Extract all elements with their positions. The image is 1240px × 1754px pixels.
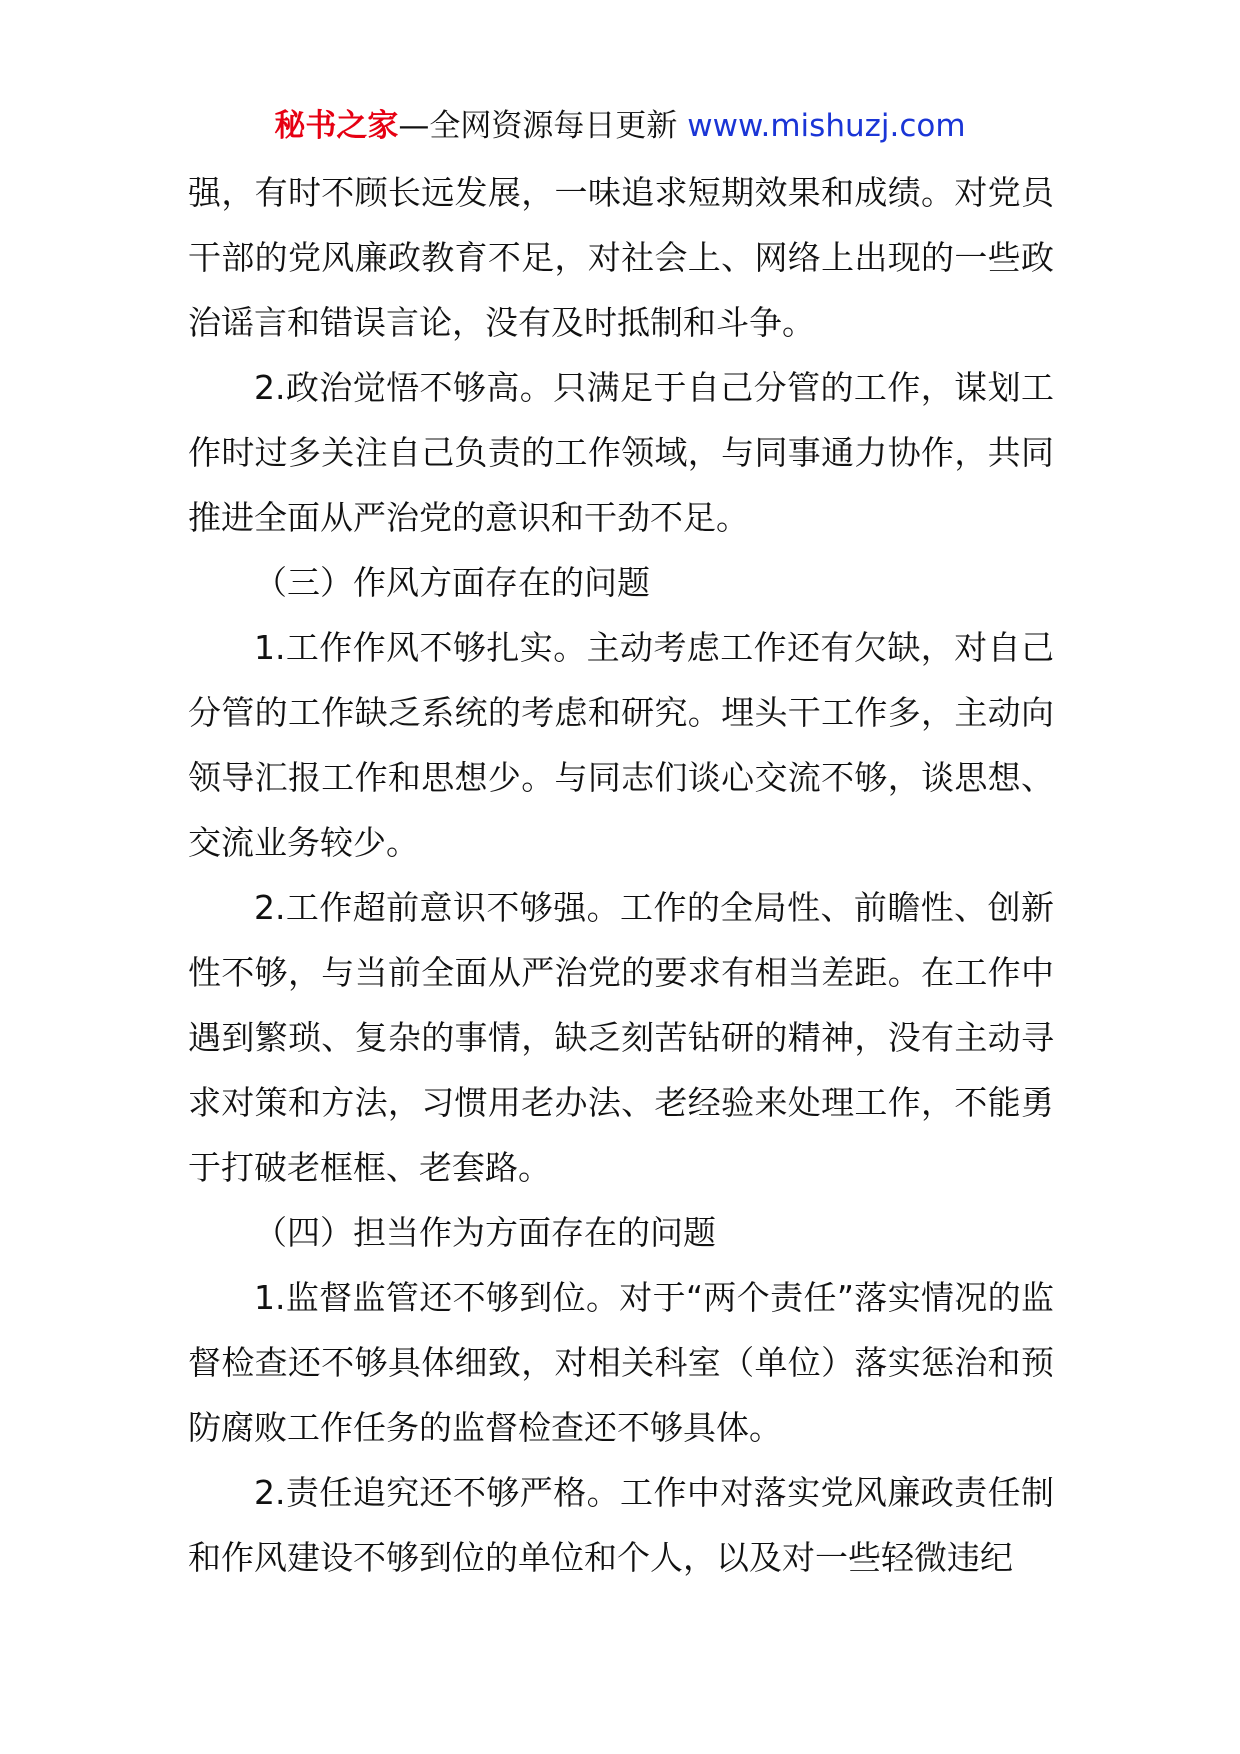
paragraph: 1.监督监管还不够到位。对于“两个责任”落实情况的监督检查还不够具体细致，对相关科室（单位）落实惩治和预防腐败工作任务的监督检查还不够具体。 xyxy=(188,1278,1054,1447)
section-heading: （三）作风方面存在的问题 xyxy=(254,563,650,602)
paragraph: 强，有时不顾长远发展，一味追求短期效果和成绩。对党员干部的党风廉政教育不足，对社会上、网络上出现的一些政治谣言和错误言论，没有及时抵制和斗争。 xyxy=(188,173,1054,342)
section-heading: （四）担当作为方面存在的问题 xyxy=(254,1213,716,1252)
site-url-link[interactable]: www.mishuzj.com xyxy=(687,108,966,144)
brand-name: 秘书之家 xyxy=(274,108,399,144)
paragraph: 1.工作作风不够扎实。主动考虑工作还有欠缺，对自己分管的工作缺乏系统的考虑和研究。埋头干工作多，主动向领导汇报工作和思想少。与同志们谈心交流不够，谈思想、交流业务较少。 xyxy=(188,628,1054,862)
header-slogan: —全网资源每日更新 xyxy=(398,108,688,144)
document-body xyxy=(188,160,1054,1590)
site-header xyxy=(0,104,1240,148)
paragraph: 2.责任追究还不够严格。工作中对落实党风廉政责任制和作风建设不够到位的单位和个人，以及对一些轻微违纪 xyxy=(188,1473,1054,1577)
paragraph: 2.工作超前意识不够强。工作的全局性、前瞻性、创新性不够，与当前全面从严治党的要求有相当差距。在工作中遇到繁琐、复杂的事情，缺乏刻苦钻研的精神，没有主动寻求对策和方法，习惯用老办法、老经验来处理工作，不能勇于打破老框框、老套路。 xyxy=(188,888,1054,1187)
paragraph: 2.政治觉悟不够高。只满足于自己分管的工作，谋划工作时过多关注自己负责的工作领域，与同事通力协作，共同推进全面从严治党的意识和干劲不足。 xyxy=(188,368,1054,537)
